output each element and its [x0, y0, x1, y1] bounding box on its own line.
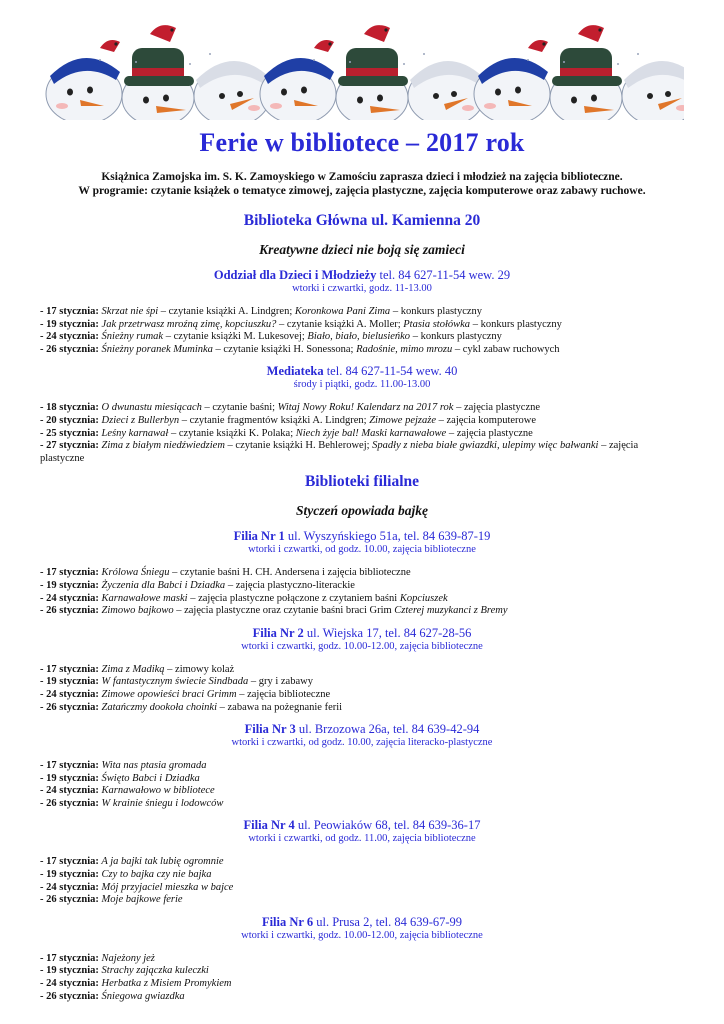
- branch-3-events: [40, 856, 684, 906]
- branch-2-hours: wtorki i czwartki, od godz. 10.00, zajęcia literacko-plastyczne: [231, 737, 493, 749]
- event-row: [40, 953, 684, 966]
- main-library-departments: [40, 268, 684, 465]
- event-title: Jak przetrwasz mroźną zimę, kopciuszku?: [98, 318, 277, 330]
- event-title: Zimowe opowieści braci Grimm: [98, 688, 237, 700]
- event-description: – czytanie książki K. Polaka;: [168, 427, 296, 439]
- department-0-name: Oddział dla Dzieci i Młodzieży: [213, 268, 377, 282]
- event-title: W krainie śniegu i lodowców: [98, 797, 224, 809]
- event-date: - 24 stycznia:: [40, 331, 99, 343]
- branch-1-events: [40, 664, 684, 714]
- event-description: – zajęcia plastyczno-literackie: [225, 579, 355, 591]
- event-title: Mój przyjaciel mieszka w bajce: [98, 881, 234, 893]
- poster-content: [40, 124, 684, 1011]
- department-1-contact: tel. 84 627-11-54 wew. 40: [323, 364, 458, 379]
- event-description: – czytanie baśni;: [201, 402, 278, 414]
- event-title: W fantastycznym świecie Sindbada: [98, 676, 249, 688]
- event-row: [40, 856, 684, 869]
- event-date: - 19 stycznia:: [40, 869, 99, 881]
- event-title: Strachy zajączka kuleczki: [98, 965, 209, 977]
- event-title: Niech żyje bal! Maski karnawałowe: [295, 427, 447, 439]
- event-title: Karnawałowe maski: [98, 592, 188, 604]
- event-title: Czterej muzykanci z Bremy: [394, 605, 508, 617]
- event-date: - 19 stycznia:: [40, 676, 99, 688]
- event-description: – zajęcia plastyczne oraz czytanie baśni braci Grim: [173, 605, 395, 617]
- event-title: Radośnie, mimo mrozu: [356, 343, 453, 355]
- snowmen-banner-icon: [40, 14, 684, 120]
- event-title: Wita nas ptasia gromada: [98, 760, 207, 772]
- event-date: - 24 stycznia:: [40, 785, 99, 797]
- branch-4-hours: wtorki i czwartki, godz. 10.00-12.00, zajęcia biblioteczne: [241, 929, 483, 941]
- event-description: – zajęcia biblioteczne: [236, 688, 331, 700]
- event-row: [40, 894, 684, 907]
- event-date: - 17 stycznia:: [40, 663, 99, 675]
- event-title: Dzieci z Bullerbyn: [98, 414, 180, 426]
- event-title: Kopciuszek: [399, 592, 448, 604]
- event-row: [40, 593, 684, 606]
- event-description: – cykl zabaw ruchowych: [452, 343, 560, 355]
- branch-3-name: Filia Nr 4: [243, 818, 295, 833]
- event-row: [40, 580, 684, 593]
- department-1-events: [40, 402, 684, 465]
- event-title: Zimowe pejzaże: [369, 414, 437, 426]
- event-description: – konkurs plastyczny: [470, 318, 562, 330]
- event-row: [40, 567, 684, 580]
- main-library-motto: Kreatywne dzieci nie boją się zamieci: [259, 242, 465, 257]
- event-date: - 24 stycznia:: [40, 592, 99, 604]
- event-title: Herbatka z Misiem Promykiem: [98, 978, 232, 990]
- event-title: Śniegowa gwiazdka: [98, 990, 185, 1002]
- event-title: Spadły z nieba białe gwiazdki, ulepimy więc bałwanki: [372, 440, 599, 452]
- event-row: [40, 306, 684, 319]
- event-title: Biało, biało, bielusieńko: [307, 331, 411, 343]
- event-title: Śnieżny rumak: [98, 331, 164, 343]
- event-row: [40, 676, 684, 689]
- event-description: – czytanie fragmentów książki A. Lindgren;: [179, 414, 370, 426]
- department-0-hours: wtorki i czwartki, godz. 11-13.00: [292, 283, 432, 294]
- event-description: – czytanie książki H. Behlerowej;: [224, 440, 373, 452]
- intro-text: [40, 170, 684, 198]
- event-title: Życzenia dla Babci i Dziadka: [98, 579, 226, 591]
- branch-1-contact: ul. Wiejska 17, tel. 84 627-28-56: [303, 625, 472, 640]
- event-date: - 17 stycznia:: [40, 856, 99, 868]
- event-description: – konkurs plastyczny: [410, 331, 502, 343]
- event-row: [40, 689, 684, 702]
- event-description: – zimowy kolaż: [164, 663, 235, 675]
- event-row: [40, 991, 684, 1004]
- department-0-header: [40, 268, 684, 296]
- event-row: [40, 428, 684, 441]
- event-description: – czytanie książki A. Moller;: [276, 318, 404, 330]
- department-1-hours: środy i piątki, godz. 11.00-13.00: [293, 379, 431, 391]
- event-description: – zajęcia komputerowe: [436, 414, 537, 426]
- event-date: - 26 stycznia:: [40, 605, 99, 617]
- branch-0-header: [40, 529, 684, 557]
- event-date: - 27 stycznia:: [40, 440, 99, 452]
- event-description: – czytanie baśni H. CH. Andersena i zajęcia biblioteczne: [169, 567, 411, 579]
- branch-0-events: [40, 567, 684, 617]
- event-description: – czytanie książki H. Sonessona;: [212, 343, 357, 355]
- event-title: A ja bajki tak lubię ogromnie: [98, 856, 224, 868]
- event-row: [40, 331, 684, 344]
- event-title: Leśny karnawał: [98, 427, 169, 439]
- event-row: [40, 798, 684, 811]
- branch-4-contact: ul. Prusa 2, tel. 84 639-67-99: [313, 914, 463, 929]
- event-date: - 17 stycznia:: [40, 567, 99, 579]
- department-1-name: Mediateka: [266, 364, 324, 379]
- department-0-contact: tel. 84 627-11-54 wew. 29: [376, 268, 511, 282]
- intro-line-2: W programie: czytanie książek o tematyce zimowej, zajęcia plastyczne, zajęcia komputerowe oraz zabawy ruchowe.: [78, 185, 646, 197]
- snowmen-banner: [40, 14, 684, 120]
- branch-4-name: Filia Nr 6: [261, 914, 314, 929]
- event-title: Zimowo bajkowo: [98, 605, 174, 617]
- event-date: - 17 stycznia:: [40, 760, 99, 772]
- event-title: Czy to bajka czy nie bajka: [98, 869, 212, 881]
- branch-2-name: Filia Nr 3: [244, 722, 296, 737]
- event-title: Witaj Nowy Roku! Kalendarz na 2017 rok: [277, 402, 454, 414]
- event-date: - 19 stycznia:: [40, 772, 99, 784]
- branch-1-hours: wtorki i czwartki, godz. 10.00-12.00, zajęcia biblioteczne: [241, 640, 483, 652]
- branches-motto: Styczeń opowiada bajkę: [296, 503, 428, 519]
- event-title: Ptasia stołówka: [403, 318, 471, 330]
- event-row: [40, 882, 684, 895]
- event-row: [40, 773, 684, 786]
- branch-0-contact: ul. Wyszyńskiego 51a, tel. 84 639-87-19: [284, 529, 491, 544]
- event-date: - 19 stycznia:: [40, 318, 99, 330]
- main-library-heading: Biblioteka Główna ul. Kamienna 20: [243, 212, 481, 229]
- event-row: [40, 319, 684, 332]
- branch-0-name: Filia Nr 1: [233, 529, 285, 544]
- event-row: [40, 869, 684, 882]
- page-title: Ferie w bibliotece – 2017 rok: [199, 128, 525, 157]
- event-date: - 25 stycznia:: [40, 427, 99, 439]
- event-date: - 26 stycznia:: [40, 990, 99, 1002]
- event-row: [40, 965, 684, 978]
- event-title: Najeżony jeż: [98, 952, 155, 964]
- event-date: - 17 stycznia:: [40, 306, 99, 317]
- event-description: – gry i zabawy: [248, 676, 313, 688]
- event-title: O dwunastu miesiącach: [98, 402, 202, 414]
- branch-2-events: [40, 760, 684, 810]
- event-title: Śnieżny poranek Muminka: [98, 343, 213, 355]
- event-title: Zima z białym niedźwiedziem: [98, 440, 225, 452]
- branch-3-hours: wtorki i czwartki, od godz. 11.00, zajęcia biblioteczne: [248, 833, 476, 845]
- event-description: – zajęcia plastyczne: [446, 427, 533, 439]
- branch-list: [40, 529, 684, 1003]
- event-title: Zima z Madiką: [98, 663, 165, 675]
- event-date: - 18 stycznia:: [40, 402, 99, 414]
- event-description: – zabawa na pożegnanie ferii: [217, 701, 343, 713]
- event-description: – zajęcia plastyczne: [453, 402, 541, 414]
- event-description: – czytanie książki M. Lukesovej;: [163, 331, 308, 343]
- event-description: – konkurs plastyczny: [390, 306, 483, 317]
- branch-2-header: [40, 722, 684, 750]
- branch-3-header: [40, 818, 684, 846]
- department-0-events: [40, 306, 684, 356]
- event-description: – zajęcia plastyczne połączone z czytaniem baśni: [187, 592, 400, 604]
- event-row: [40, 440, 684, 465]
- event-title: Moje bajkowe ferie: [98, 894, 183, 906]
- event-date: - 19 stycznia:: [40, 579, 99, 591]
- event-date: - 20 stycznia:: [40, 414, 99, 426]
- event-date: - 24 stycznia:: [40, 881, 99, 893]
- event-title: Karnawałowo w bibliotece: [98, 785, 215, 797]
- branch-4-events: [40, 953, 684, 1003]
- event-date: - 24 stycznia:: [40, 978, 99, 990]
- event-date: - 19 stycznia:: [40, 965, 99, 977]
- event-row: [40, 785, 684, 798]
- event-row: [40, 664, 684, 677]
- branch-1-header: [40, 626, 684, 654]
- event-date: - 26 stycznia:: [40, 343, 99, 355]
- event-date: - 17 stycznia:: [40, 952, 99, 964]
- event-row: [40, 605, 684, 618]
- event-description: – zajęcia plastyczne: [40, 440, 639, 464]
- branch-2-contact: ul. Brzozowa 26a, tel. 84 639-42-94: [295, 722, 480, 737]
- branch-3-contact: ul. Peowiaków 68, tel. 84 639-36-17: [294, 818, 481, 833]
- event-title: Zatańczmy dookoła choinki: [98, 701, 218, 713]
- branch-1-name: Filia Nr 2: [252, 625, 304, 640]
- event-row: [40, 344, 684, 357]
- event-date: - 26 stycznia:: [40, 701, 99, 713]
- event-row: [40, 415, 684, 428]
- branch-0-hours: wtorki i czwartki, od godz. 10.00, zajęcia biblioteczne: [248, 544, 476, 556]
- event-title: Święto Babci i Dziadka: [98, 772, 200, 784]
- event-date: - 26 stycznia:: [40, 894, 99, 906]
- event-date: - 24 stycznia:: [40, 688, 99, 700]
- event-row: [40, 402, 684, 415]
- event-row: [40, 702, 684, 715]
- branch-4-header: [40, 915, 684, 943]
- department-1-header: [40, 364, 684, 392]
- event-row: [40, 760, 684, 773]
- event-description: – czytanie książki A. Lindgren;: [158, 306, 295, 317]
- event-date: - 26 stycznia:: [40, 797, 99, 809]
- event-title: Koronkowa Pani Zima: [294, 306, 391, 317]
- event-title: Królowa Śniegu: [98, 567, 170, 579]
- event-row: [40, 978, 684, 991]
- event-title: Skrzat nie śpi: [98, 306, 159, 317]
- intro-line-1: Książnica Zamojska im. S. K. Zamoyskiego w Zamościu zaprasza dzieci i młodzież na zajęcia biblioteczne.: [101, 171, 623, 183]
- branches-heading: Biblioteki filialne: [304, 473, 420, 491]
